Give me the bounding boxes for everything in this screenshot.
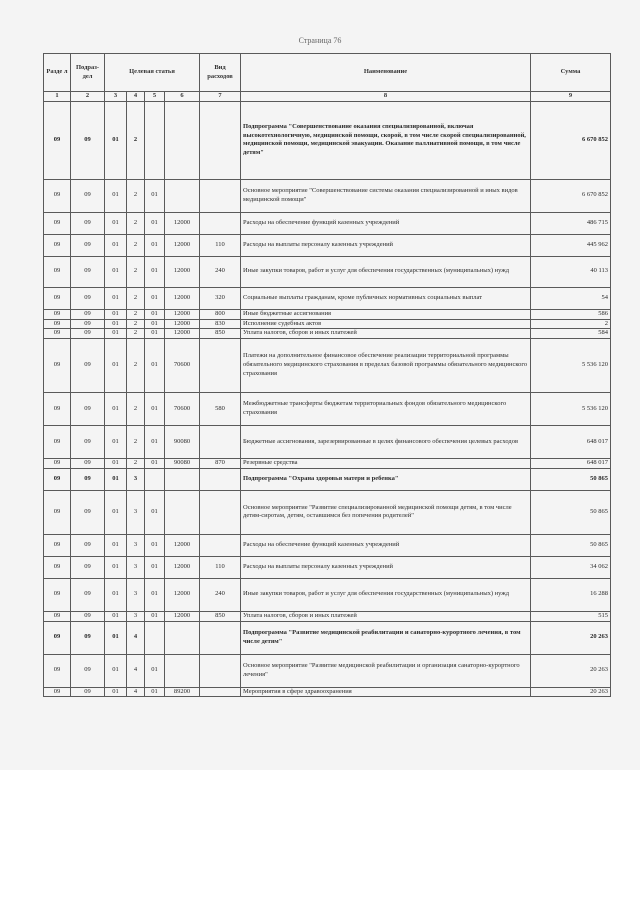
cell-direction: 12000 [165,556,200,578]
cell-razdel: 09 [44,611,71,621]
col-number: 5 [145,92,165,102]
cell-summa: 5 536 120 [531,339,611,393]
cell-program: 01 [105,339,127,393]
cell-razdel: 09 [44,256,71,287]
cell-subprogram: 2 [127,309,145,319]
cell-event: 01 [145,339,165,393]
cell-vid-rashodov: 110 [200,556,241,578]
cell-summa: 586 [531,309,611,319]
cell-summa: 2 [531,319,611,329]
cell-subprogram: 3 [127,468,145,490]
cell-program: 01 [105,468,127,490]
cell-podrazdel: 09 [71,687,105,697]
cell-podrazdel: 09 [71,468,105,490]
cell-vid-rashodov: 110 [200,234,241,256]
cell-razdel: 09 [44,468,71,490]
cell-vid-rashodov [200,654,241,687]
cell-summa: 648 017 [531,459,611,469]
cell-summa: 40 113 [531,256,611,287]
cell-event: 01 [145,309,165,319]
cell-naimenovanie: Подпрограмма "Совершенствование оказания специализированной, включая высокотехнологичную, медицинской помощи, скорой, в том числе скорой специализированной, медицинской помощи, медицинской эвакуации. Оказание паллиативной помощи, в том числе детям" [241,101,531,179]
cell-summa: 6 670 852 [531,179,611,212]
cell-event: 01 [145,534,165,556]
cell-direction: 12000 [165,578,200,611]
cell-summa: 50 865 [531,534,611,556]
table-row [44,459,611,469]
cell-vid-rashodov: 870 [200,459,241,469]
cell-vid-rashodov [200,212,241,234]
cell-program: 01 [105,534,127,556]
cell-event: 01 [145,393,165,426]
header-naimenovanie: Наименование [241,54,531,92]
cell-naimenovanie: Основное мероприятие "Совершенствование системы оказания специализированной и иных видов медицинской помощи" [241,179,531,212]
cell-program: 01 [105,212,127,234]
cell-naimenovanie: Расходы на выплаты персоналу казенных учреждений [241,556,531,578]
cell-program: 01 [105,426,127,459]
cell-vid-rashodov [200,687,241,697]
cell-direction: 70600 [165,393,200,426]
cell-naimenovanie: Расходы на обеспечение функций казенных учреждений [241,534,531,556]
cell-program: 01 [105,687,127,697]
cell-razdel: 09 [44,578,71,611]
col-number: 7 [200,92,241,102]
cell-vid-rashodov: 240 [200,256,241,287]
cell-program: 01 [105,256,127,287]
cell-vid-rashodov [200,534,241,556]
cell-naimenovanie: Расходы на выплаты персоналу казенных учреждений [241,234,531,256]
cell-razdel: 09 [44,534,71,556]
cell-program: 01 [105,309,127,319]
cell-event: 01 [145,287,165,309]
cell-subprogram: 3 [127,534,145,556]
cell-naimenovanie: Уплата налогов, сборов и иных платежей [241,329,531,339]
cell-program: 01 [105,101,127,179]
cell-direction [165,468,200,490]
cell-podrazdel: 09 [71,287,105,309]
cell-naimenovanie: Межбюджетные трансферты бюджетам территориальных фондов обязательного медицинского страхования [241,393,531,426]
cell-direction: 12000 [165,234,200,256]
cell-podrazdel: 09 [71,212,105,234]
cell-program: 01 [105,490,127,534]
cell-podrazdel: 09 [71,426,105,459]
cell-vid-rashodov [200,426,241,459]
cell-direction: 12000 [165,287,200,309]
cell-program: 01 [105,621,127,654]
cell-razdel: 09 [44,179,71,212]
cell-podrazdel: 09 [71,654,105,687]
cell-naimenovanie: Иные закупки товаров, работ и услуг для обеспечения государственных (муниципальных) нужд [241,578,531,611]
table-row [44,309,611,319]
table-row [44,101,611,179]
cell-event: 01 [145,556,165,578]
cell-direction [165,179,200,212]
table-row [44,654,611,687]
cell-naimenovanie: Основное мероприятие "Развитие медицинской реабилитации и организация санаторно-курортного лечения" [241,654,531,687]
col-number: 9 [531,92,611,102]
cell-naimenovanie: Иные закупки товаров, работ и услуг для обеспечения государственных (муниципальных) нужд [241,256,531,287]
table-row [44,339,611,393]
table-row [44,611,611,621]
cell-program: 01 [105,556,127,578]
cell-subprogram: 3 [127,556,145,578]
cell-razdel: 09 [44,621,71,654]
cell-event: 01 [145,578,165,611]
cell-subprogram: 4 [127,687,145,697]
cell-event: 01 [145,687,165,697]
table-row [44,426,611,459]
header-summa: Сумма [531,54,611,92]
cell-naimenovanie: Платежи на дополнительное финансовое обеспечение реализации территориальной программы обязательного медицинского страхования в пределах базовой программы обязательного медицинского страхования [241,339,531,393]
cell-summa: 16 288 [531,578,611,611]
cell-program: 01 [105,611,127,621]
col-number: 6 [165,92,200,102]
cell-subprogram: 2 [127,287,145,309]
cell-podrazdel: 09 [71,319,105,329]
cell-program: 01 [105,319,127,329]
cell-subprogram: 2 [127,319,145,329]
cell-razdel: 09 [44,329,71,339]
cell-direction: 70600 [165,339,200,393]
table-row [44,534,611,556]
cell-podrazdel: 09 [71,179,105,212]
cell-razdel: 09 [44,234,71,256]
cell-podrazdel: 09 [71,393,105,426]
cell-vid-rashodov: 800 [200,309,241,319]
cell-naimenovanie: Мероприятия в сфере здравоохранения [241,687,531,697]
cell-vid-rashodov [200,339,241,393]
table-row [44,179,611,212]
cell-podrazdel: 09 [71,339,105,393]
cell-direction [165,490,200,534]
cell-program: 01 [105,234,127,256]
cell-summa: 5 536 120 [531,393,611,426]
cell-subprogram: 2 [127,234,145,256]
table-row [44,468,611,490]
cell-program: 01 [105,329,127,339]
cell-razdel: 09 [44,556,71,578]
cell-subprogram: 2 [127,329,145,339]
cell-subprogram: 4 [127,654,145,687]
cell-direction: 89200 [165,687,200,697]
col-number: 2 [71,92,105,102]
cell-subprogram: 3 [127,578,145,611]
cell-razdel: 09 [44,309,71,319]
cell-summa: 20 263 [531,654,611,687]
cell-summa: 486 715 [531,212,611,234]
table-row [44,234,611,256]
cell-subprogram: 2 [127,426,145,459]
cell-direction [165,621,200,654]
cell-event [145,101,165,179]
cell-razdel: 09 [44,459,71,469]
cell-naimenovanie: Бюджетные ассигнования, зарезервированные в целях финансового обеспечения целевых расходов [241,426,531,459]
cell-razdel: 09 [44,101,71,179]
cell-podrazdel: 09 [71,490,105,534]
cell-podrazdel: 09 [71,329,105,339]
cell-event: 01 [145,459,165,469]
cell-event: 01 [145,319,165,329]
cell-razdel: 09 [44,339,71,393]
cell-vid-rashodov [200,621,241,654]
cell-naimenovanie: Социальные выплаты гражданам, кроме публичных нормативных социальных выплат [241,287,531,309]
budget-table [43,53,611,697]
cell-subprogram: 2 [127,459,145,469]
cell-direction [165,654,200,687]
cell-razdel: 09 [44,319,71,329]
cell-summa: 648 017 [531,426,611,459]
cell-podrazdel: 09 [71,621,105,654]
cell-vid-rashodov [200,101,241,179]
cell-subprogram: 2 [127,339,145,393]
table-row [44,329,611,339]
table-row [44,319,611,329]
cell-program: 01 [105,459,127,469]
cell-vid-rashodov [200,179,241,212]
table-row [44,621,611,654]
cell-subprogram: 2 [127,179,145,212]
cell-event: 01 [145,256,165,287]
cell-naimenovanie: Расходы на обеспечение функций казенных учреждений [241,212,531,234]
table-row [44,287,611,309]
cell-summa: 20 263 [531,621,611,654]
cell-podrazdel: 09 [71,556,105,578]
cell-naimenovanie: Основное мероприятие "Развитие специализированной медицинской помощи детям, в том числе детям-сиротам, детям, оставшимся без попечения родителей" [241,490,531,534]
cell-naimenovanie: Подпрограмма "Развитие медицинской реабилитации и санаторно-курортного лечения, в том числе детям" [241,621,531,654]
cell-direction: 12000 [165,329,200,339]
table-row [44,687,611,697]
cell-direction: 12000 [165,319,200,329]
cell-summa: 54 [531,287,611,309]
cell-vid-rashodov: 580 [200,393,241,426]
cell-event [145,468,165,490]
cell-vid-rashodov [200,490,241,534]
cell-razdel: 09 [44,426,71,459]
col-number: 3 [105,92,127,102]
cell-event: 01 [145,234,165,256]
cell-podrazdel: 09 [71,256,105,287]
cell-razdel: 09 [44,654,71,687]
cell-summa: 6 670 852 [531,101,611,179]
cell-subprogram: 3 [127,490,145,534]
cell-event: 01 [145,490,165,534]
table-row [44,490,611,534]
cell-summa: 34 062 [531,556,611,578]
cell-event: 01 [145,426,165,459]
cell-naimenovanie: Иные бюджетные ассигнования [241,309,531,319]
table-row [44,393,611,426]
cell-program: 01 [105,578,127,611]
cell-podrazdel: 09 [71,578,105,611]
col-number: 1 [44,92,71,102]
cell-summa: 50 865 [531,490,611,534]
cell-podrazdel: 09 [71,234,105,256]
table-row [44,556,611,578]
cell-razdel: 09 [44,393,71,426]
cell-event: 01 [145,329,165,339]
cell-subprogram: 2 [127,256,145,287]
cell-summa: 445 962 [531,234,611,256]
cell-razdel: 09 [44,490,71,534]
cell-razdel: 09 [44,687,71,697]
cell-program: 01 [105,654,127,687]
cell-naimenovanie: Подпрограмма "Охрана здоровья матери и ребенка" [241,468,531,490]
header-celevaya-statya: Целевая статья [105,54,200,92]
cell-event: 01 [145,654,165,687]
table-row [44,212,611,234]
cell-podrazdel: 09 [71,309,105,319]
header-vid-rashodov: Вид расходов [200,54,241,92]
column-number-row [44,92,611,102]
table-row [44,256,611,287]
cell-direction: 12000 [165,212,200,234]
cell-naimenovanie: Исполнение судебных актов [241,319,531,329]
table-row [44,578,611,611]
header-row [44,54,611,92]
table-body [44,101,611,697]
col-number: 4 [127,92,145,102]
cell-naimenovanie: Уплата налогов, сборов и иных платежей [241,611,531,621]
cell-podrazdel: 09 [71,101,105,179]
cell-direction: 12000 [165,611,200,621]
cell-program: 01 [105,179,127,212]
cell-direction [165,101,200,179]
cell-direction: 90080 [165,426,200,459]
cell-summa: 515 [531,611,611,621]
cell-subprogram: 2 [127,212,145,234]
cell-event [145,621,165,654]
cell-subprogram: 4 [127,621,145,654]
cell-podrazdel: 09 [71,534,105,556]
cell-direction: 12000 [165,309,200,319]
cell-vid-rashodov: 240 [200,578,241,611]
cell-vid-rashodov: 320 [200,287,241,309]
cell-program: 01 [105,287,127,309]
cell-vid-rashodov [200,468,241,490]
cell-subprogram: 2 [127,101,145,179]
cell-event: 01 [145,212,165,234]
header-razdel: Разде л [44,54,71,92]
cell-direction: 12000 [165,534,200,556]
cell-subprogram: 3 [127,611,145,621]
cell-subprogram: 2 [127,393,145,426]
cell-summa: 584 [531,329,611,339]
header-podrazdel: Подраз- дел [71,54,105,92]
col-number: 8 [241,92,531,102]
cell-vid-rashodov: 850 [200,611,241,621]
cell-vid-rashodov: 850 [200,329,241,339]
cell-podrazdel: 09 [71,459,105,469]
cell-event: 01 [145,179,165,212]
page-number: Страница 76 [298,36,342,45]
cell-vid-rashodov: 830 [200,319,241,329]
cell-summa: 50 865 [531,468,611,490]
cell-razdel: 09 [44,287,71,309]
cell-podrazdel: 09 [71,611,105,621]
cell-direction: 12000 [165,256,200,287]
cell-razdel: 09 [44,212,71,234]
cell-naimenovanie: Резервные средства [241,459,531,469]
cell-summa: 20 263 [531,687,611,697]
cell-event: 01 [145,611,165,621]
cell-direction: 90080 [165,459,200,469]
cell-program: 01 [105,393,127,426]
